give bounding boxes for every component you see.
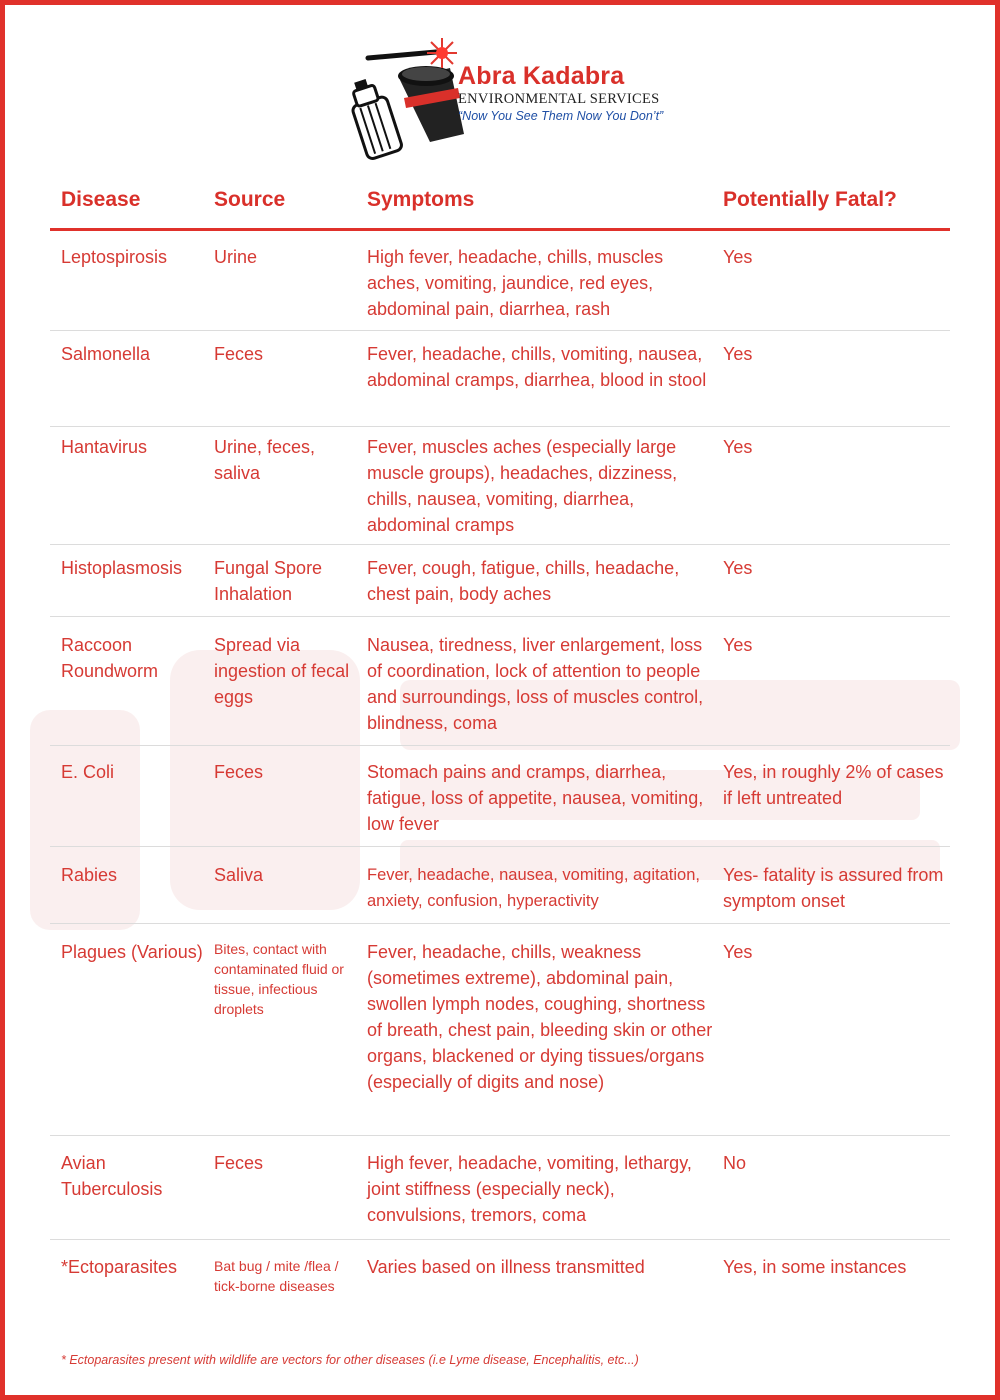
brand-name: Abra Kadabra bbox=[458, 62, 625, 90]
cell-symptoms: High fever, headache, chills, muscles aches, vomiting, jaundice, red eyes, abdominal pain, diarrhea, rash bbox=[367, 247, 664, 319]
header-fatal: Potentially Fatal? bbox=[723, 188, 897, 211]
row-divider bbox=[50, 616, 950, 617]
cell-source: Feces bbox=[214, 344, 264, 364]
cell-symptoms: Fever, headache, chills, weakness (sometimes extreme), abdominal pain, swollen lymph nodes, coughing, shortness of breath, chest pain, bleeding skin or other organs, blackened or dying tissues/organs (especially of digits and nose) bbox=[367, 942, 713, 1092]
cell-symptoms: Fever, muscles aches (especially large muscle groups), headaches, dizziness, chills, nausea, vomiting, diarrhea, abdominal cramps bbox=[367, 437, 678, 535]
row-divider bbox=[50, 544, 950, 545]
cell-disease: Plagues (Various) bbox=[61, 942, 203, 962]
header-disease: Disease bbox=[61, 188, 141, 211]
cell-source: Urine, feces, saliva bbox=[214, 437, 316, 483]
cell-disease: Rabies bbox=[61, 865, 118, 885]
cell-disease: Leptospirosis bbox=[61, 247, 168, 267]
cell-symptoms: Varies based on illness transmitted bbox=[367, 1257, 645, 1277]
cell-symptoms: High fever, headache, vomiting, lethargy, joint stiffness (especially neck), convulsions, tremors, coma bbox=[367, 1153, 692, 1225]
cell-fatal: No bbox=[723, 1153, 747, 1173]
cell-symptoms: Fever, headache, nausea, vomiting, agitation, anxiety, confusion, hyperactivity bbox=[367, 866, 700, 910]
row-divider bbox=[50, 426, 950, 427]
cell-source: Bat bug / mite /flea / tick-borne diseases bbox=[214, 1258, 339, 1294]
cell-source: Bites, contact with contaminated fluid or tissue, infectious droplets bbox=[214, 941, 344, 1017]
cell-fatal: Yes bbox=[723, 635, 753, 655]
cell-source: Urine bbox=[214, 247, 258, 267]
footnote: * Ectoparasites present with wildlife are vectors for other diseases (i.e Lyme disease, Encephalitis, etc...) bbox=[61, 1353, 639, 1367]
header-divider bbox=[50, 228, 950, 231]
cell-fatal: Yes bbox=[723, 437, 753, 457]
row-divider bbox=[50, 923, 950, 924]
row-divider bbox=[50, 330, 950, 331]
cell-symptoms: Stomach pains and cramps, diarrhea, fatigue, loss of appetite, nausea, vomiting, low fever bbox=[367, 762, 704, 834]
cell-symptoms: Nausea, tiredness, liver enlargement, loss of coordination, lock of attention to people and surroundings, loss of muscles control, blindness, coma bbox=[367, 635, 704, 733]
cell-source: Spread via ingestion of fecal eggs bbox=[214, 635, 350, 707]
cell-disease: Hantavirus bbox=[61, 437, 148, 457]
cell-disease: Avian Tuberculosis bbox=[61, 1153, 163, 1199]
cell-symptoms: Fever, cough, fatigue, chills, headache, chest pain, body aches bbox=[367, 558, 680, 604]
cell-symptoms: Fever, headache, chills, vomiting, nausea, abdominal cramps, diarrhea, blood in stool bbox=[367, 344, 707, 390]
cell-source: Saliva bbox=[214, 865, 264, 885]
row-divider bbox=[50, 1135, 950, 1136]
cell-fatal: Yes bbox=[723, 247, 753, 267]
cell-disease: *Ectoparasites bbox=[61, 1257, 178, 1277]
cell-source: Feces bbox=[214, 762, 264, 782]
cell-fatal: Yes bbox=[723, 344, 753, 364]
row-divider bbox=[50, 1239, 950, 1240]
brand-block bbox=[458, 62, 663, 124]
row-divider bbox=[50, 846, 950, 847]
table-header bbox=[0, 178, 1000, 224]
row-divider bbox=[50, 745, 950, 746]
cell-fatal: Yes, in roughly 2% of cases if left untreated bbox=[723, 762, 944, 808]
cell-fatal: Yes- fatality is assured from symptom onset bbox=[723, 865, 944, 911]
brand-subtitle: ENVIRONMENTAL SERVICES bbox=[458, 91, 660, 107]
brand-tagline: “Now You See Them Now You Don’t” bbox=[458, 109, 664, 123]
cell-fatal: Yes, in some instances bbox=[723, 1257, 907, 1277]
cell-source: Fungal Spore Inhalation bbox=[214, 558, 323, 604]
cell-disease: Histoplasmosis bbox=[61, 558, 183, 578]
cell-fatal: Yes bbox=[723, 942, 753, 962]
cell-disease: Raccoon Roundworm bbox=[61, 635, 159, 681]
header-symptoms: Symptoms bbox=[367, 188, 475, 211]
cell-disease: E. Coli bbox=[61, 762, 115, 782]
cell-fatal: Yes bbox=[723, 558, 753, 578]
cell-source: Feces bbox=[214, 1153, 264, 1173]
cell-disease: Salmonella bbox=[61, 344, 151, 364]
header-source: Source bbox=[214, 188, 286, 211]
